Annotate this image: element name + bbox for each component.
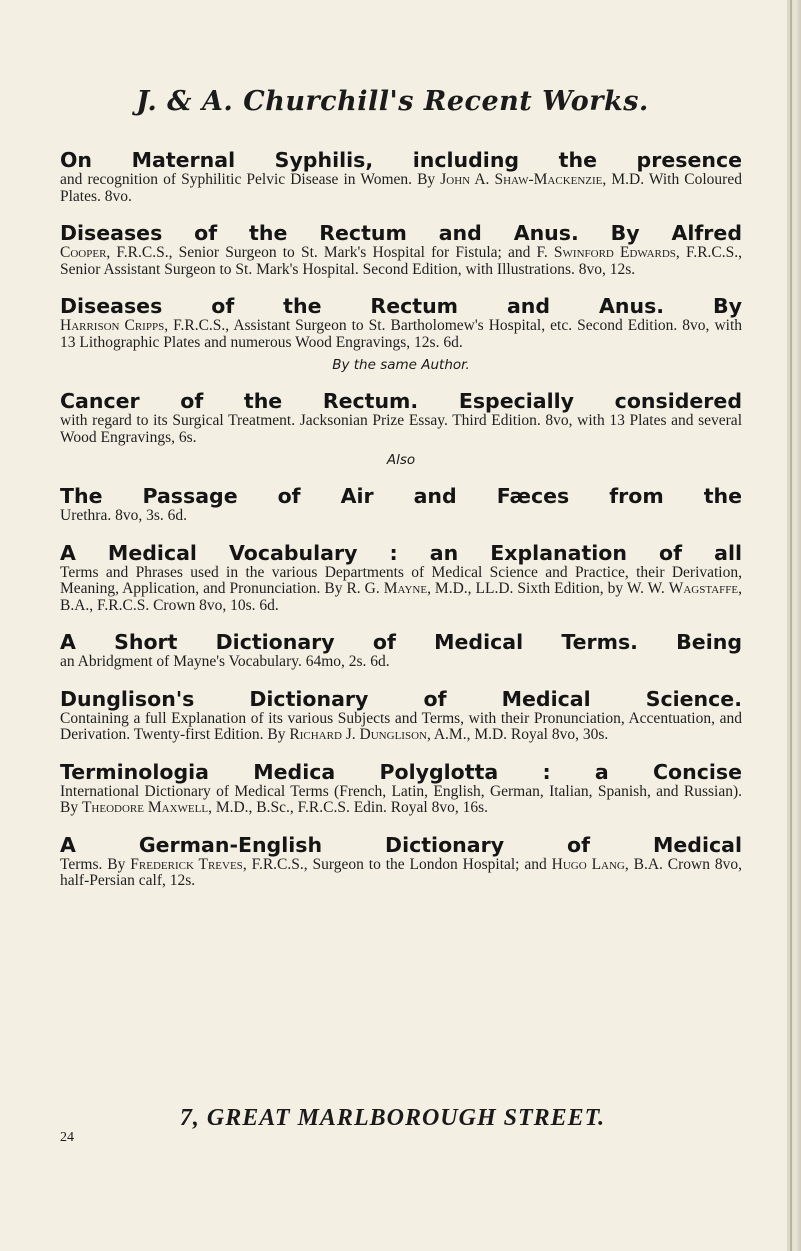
entry-author: Theodore Maxwell: [81, 799, 209, 816]
catalogue-entry: [60, 484, 742, 525]
entry-text: , B.A. Crown 8vo, half-Persian calf, 12s.: [60, 855, 743, 889]
entry-author: Mayne: [383, 580, 428, 597]
entry-text: Containing a full Explanation of its various Subjects and Terms, with their Pronunciation, Accentuation, and Derivation. Twenty-first Edition. By: [60, 709, 742, 743]
entry-body: an Abridgment of Mayne's Vocabulary. 64mo, 2s. 6d.: [60, 653, 390, 670]
catalogue-entry: [60, 833, 742, 890]
entry-author: Wagstaffe: [668, 580, 739, 597]
catalogue-entry: [60, 294, 742, 373]
entry-text: , M.D., LL.D. Sixth Edition, by W. W.: [427, 580, 669, 597]
entry-body: [60, 784, 742, 817]
page-number: 24: [60, 1130, 74, 1145]
page-edge: [787, 0, 801, 1251]
entry-body: [60, 565, 742, 615]
entry-title: A Medical Vocabulary : an Explanation of all: [60, 540, 742, 565]
entry-author: Swinford Edwards: [553, 244, 676, 261]
entry-text: Terms. By: [60, 855, 131, 873]
publisher-address: 7, GREAT MARLBOROUGH STREET.: [179, 1105, 606, 1131]
page-header: J. & A. Churchill's Recent Works.: [136, 86, 649, 117]
entry-title: On Maternal Syphilis, including the presence: [60, 148, 742, 172]
catalogue-entry: [60, 760, 742, 817]
entry-text: , F.R.C.S., Senior Assistant Surgeon to St. Mark's Hospital. Second Edition, with Illustrations. 8vo, 12s.: [60, 244, 742, 278]
entry-title: Terminologia Medica Polyglotta : a Concise: [60, 759, 742, 784]
entry-author: Richard J. Dunglison: [289, 726, 427, 743]
catalogue-entry: [60, 389, 742, 468]
entry-body: [60, 172, 742, 205]
entry-text: , A.M., M.D. Royal 8vo, 30s.: [426, 726, 609, 743]
entry-author: Harrison Cripps: [60, 317, 165, 334]
entry-author: Cooper: [60, 244, 107, 261]
entry-text: and recognition of Syphilitic Pelvic Disease in Women. By: [60, 171, 441, 188]
entry-subhead: By the same Author.: [332, 357, 470, 373]
entry-title: A German-English Dictionary of Medical: [60, 832, 742, 857]
entry-author: Frederick Treves: [130, 855, 243, 873]
catalogue-list: [60, 148, 742, 906]
entry-author: John A. Shaw-Mackenzie: [440, 171, 603, 188]
catalogue-entry: [60, 221, 742, 278]
entry-text: , M.D., B.Sc., F.R.C.S. Edin. Royal 8vo, 16s.: [208, 799, 489, 816]
entry-author: Hugo Lang: [551, 855, 625, 873]
catalogue-entry: [60, 630, 742, 671]
entry-subhead: Also: [386, 452, 416, 468]
entry-text: , F.R.C.S., Surgeon to the London Hospital; and: [242, 855, 552, 873]
entry-body: with regard to its Surgical Treatment. Jacksonian Prize Essay. Third Edition. 8vo, with 13 Plates and several Wood Engravings, 6s.: [60, 412, 742, 446]
entry-body: [60, 245, 742, 278]
catalogue-entry: [60, 541, 742, 615]
entry-title: Cancer of the Rectum. Especially considered: [60, 389, 742, 413]
entry-title: A Short Dictionary of Medical Terms. Being: [60, 630, 742, 654]
entry-text: , F.R.C.S., Assistant Surgeon to St. Bartholomew's Hospital, etc. Second Edition. 8vo, with 13 Lithographic Plates and numerous Wood Engravings, 12s. 6d.: [60, 317, 743, 351]
entry-title: Dunglison's Dictionary of Medical Science.: [60, 686, 742, 711]
entry-body: [60, 318, 742, 351]
entry-body: [60, 857, 742, 890]
entry-text: International Dictionary of Medical Terms (French, Latin, English, German, Italian, Spanish, and Russian). By: [60, 782, 742, 816]
entry-text: , F.R.C.S., Senior Surgeon to St. Mark's Hospital for Fistula; and F.: [106, 244, 554, 261]
entry-text: Terms and Phrases used in the various Departments of Medical Science and Practice, their Derivation, Meaning, Application, and Pronunciation. By R. G.: [60, 563, 742, 597]
catalogue-entry: [60, 148, 742, 205]
entry-title: The Passage of Air and Fæces from the: [60, 484, 742, 508]
entry-title: Diseases of the Rectum and Anus. By: [60, 294, 742, 318]
catalogue-entry: [60, 687, 742, 744]
entry-text: , B.A., F.R.C.S. Crown 8vo, 10s. 6d.: [60, 580, 742, 614]
entry-body: [60, 711, 742, 744]
entry-body: Urethra. 8vo, 3s. 6d.: [60, 507, 187, 524]
entry-text: , M.D. With Coloured Plates. 8vo.: [60, 171, 742, 205]
entry-title: Diseases of the Rectum and Anus. By Alfred: [60, 221, 742, 245]
